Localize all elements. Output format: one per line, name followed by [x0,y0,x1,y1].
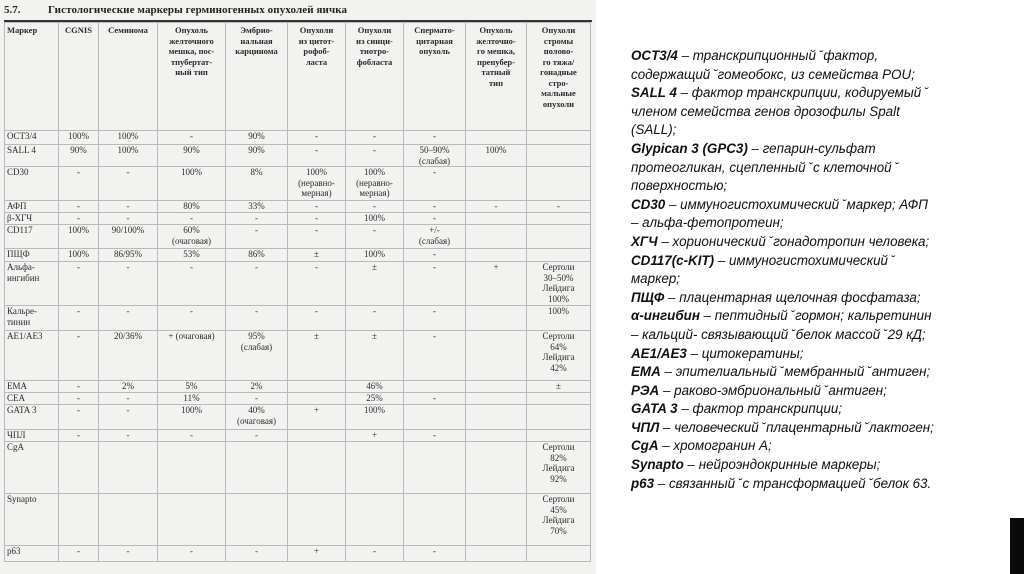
table-cell: - [99,306,158,331]
table-cell [466,494,527,546]
legend-text: – иммуногистохимический ̆ [714,252,892,268]
table-cell: - [59,393,99,405]
table-cell [466,249,527,262]
marker-name-cell: ЧПЛ [5,430,59,442]
legend-line [631,140,1006,159]
table-cell: 11% [158,393,226,405]
legend-text: – раково-эмбриональный ̆ антиген; [659,382,887,398]
column-header: Опухоли из цитот- рофоб- ласта [288,23,346,131]
legend-line [631,345,1006,364]
table-row [5,405,591,430]
table-cell [99,442,158,494]
table-header [4,2,592,20]
table-cell: 95% (слабая) [226,331,288,381]
table-cell: - [99,546,158,562]
legend-term: SALL 4 [631,85,677,101]
marker-name-cell: CD30 [5,167,59,201]
abbreviations-legend [631,47,1006,493]
table-cell: 25% [346,393,404,405]
legend-term: α-ингибин [631,308,700,324]
table-cell: - [99,167,158,201]
table-cell: - [346,145,404,167]
legend-text: – транскрипционный ̆ фактор, [677,48,879,63]
legend-text: – связанный ̆ с трансформацией ̆ белок 63. [654,475,932,491]
legend-term: CgA [631,438,659,454]
table-cell [288,430,346,442]
column-header: Сперматo- цитарная опухоль [404,23,466,131]
table-cell: + [288,546,346,562]
legend-line [631,382,1006,401]
table-cell: 50–90% (слабая) [404,145,466,167]
marker-name-cell: GATA 3 [5,405,59,430]
table-cell [466,393,527,405]
table-cell [527,167,591,201]
table-cell [466,331,527,381]
legend-line [631,196,1006,215]
table-cell: - [59,213,99,225]
legend-text: членом семейства генов дрозофилы Spalt [631,103,900,119]
table-cell: - [59,306,99,331]
table-cell [158,494,226,546]
table-cell: ± [527,381,591,393]
table-row [5,430,591,442]
table-cell: 8% [226,167,288,201]
legend-line [631,177,1006,196]
legend-line [631,66,1006,85]
marker-name-cell: Кальре- тинин [5,306,59,331]
table-cell: - [466,201,527,213]
legend-line [631,289,1006,308]
legend-text: протеогликан, сцепленный ̆ с клеточной ̆ [631,159,896,175]
table-cell: - [346,546,404,562]
table-row [5,225,591,249]
legend-text: – альфа-фетопротеин; [631,215,784,231]
table-cell: - [59,405,99,430]
table-cell: 100% (неравно- мерная) [288,167,346,201]
table-cell: - [226,306,288,331]
column-header: Маркер [5,23,59,131]
table-cell: - [226,393,288,405]
legend-term: OCT3/4 [631,48,678,63]
table-cell [404,405,466,430]
legend-term: ПЩФ [631,289,665,305]
table-cell: Сертоли 45% Лейдига 70% [527,494,591,546]
table-cell: 90% [226,145,288,167]
table-cell: 5% [158,381,226,393]
table-cell: - [59,331,99,381]
legend-text: – нейроэндокринные маркеры; [683,457,881,473]
table-cell: - [99,393,158,405]
table-cell [99,494,158,546]
table-cell: - [404,393,466,405]
table-cell [527,213,591,225]
legend-line [631,252,1006,271]
table-cell [288,381,346,393]
table-cell [466,225,527,249]
column-header: Опухоли из синци- тиотро- фобласта [346,23,404,131]
table-cell [404,494,466,546]
marker-name-cell: AE1/AE3 [5,331,59,381]
table-cell [288,442,346,494]
table-cell: - [527,201,591,213]
table-cell: 53% [158,249,226,262]
column-header: Опухоль желточно- го мешка, препубер- татный тип [466,23,527,131]
legend-text: – человеческий ̆ плацентарный ̆ лактоген; [659,419,934,435]
legend-term: РЭА [631,382,660,398]
table-cell [527,249,591,262]
table-cell [527,405,591,430]
legend-text: (SALL); [631,122,677,138]
table-row [5,381,591,393]
table-cell: Сертоли 30–50% Лейдига 100% [527,262,591,306]
column-header: Семинома [99,23,158,131]
legend-line [631,456,1006,475]
table-cell [158,442,226,494]
table-cell: - [158,306,226,331]
table-header-row [5,23,591,131]
table-cell: - [226,213,288,225]
table-cell: - [158,546,226,562]
legend-term: Synapto [631,457,684,473]
table-cell: - [404,201,466,213]
legend-line [631,214,1006,233]
table-cell [59,442,99,494]
legend-term: CD117(c-KIT) [631,252,715,268]
table-cell: 86/95% [99,249,158,262]
table-cell: Сертоли 64% Лейдига 42% [527,331,591,381]
table-row [5,494,591,546]
table-cell: 100% [158,405,226,430]
column-header: Эмбрио- нальная карцинома [226,23,288,131]
table-cell [466,430,527,442]
table-cell: - [226,225,288,249]
table-cell: 90% [59,145,99,167]
table-cell: - [404,131,466,145]
legend-text: – хорионический ̆ гонадотропин человека; [657,233,930,249]
table-cell [466,546,527,562]
table-cell: - [59,546,99,562]
legend-term: Glypican 3 (GPC3) [631,140,748,156]
table-cell: +/- (слабая) [404,225,466,249]
table-cell: - [404,331,466,381]
table-cell: - [346,306,404,331]
table-cell: 46% [346,381,404,393]
table-cell [288,393,346,405]
table-row [5,249,591,262]
table-cell [527,546,591,562]
table-row [5,306,591,331]
table-cell: 100% [59,131,99,145]
table-cell: - [404,213,466,225]
table-cell: - [288,131,346,145]
table-cell: - [226,262,288,306]
column-header: Опухоли стромы полово- го тяжа/ гонадные стро- мальные опухоли [527,23,591,131]
table-cell: - [158,213,226,225]
table-cell [527,131,591,145]
legend-term: AE1/AE3 [631,345,687,361]
marker-name-cell: CgA [5,442,59,494]
table-cell: - [226,430,288,442]
table-row [5,167,591,201]
table-cell [527,430,591,442]
legend-text: маркер; [631,271,681,287]
table-cell: - [288,145,346,167]
legend-text: – иммуногистохимический ̆ маркер; АФП [665,196,928,212]
legend-text: – плацентарная щелочная фосфатаза; [664,289,921,305]
table-cell: 90/100% [99,225,158,249]
table-cell: - [99,430,158,442]
table-cell: 100% [346,213,404,225]
table-cell [466,381,527,393]
legend-text: – гепарин-сульфат [747,140,876,156]
marker-name-cell: Synapto [5,494,59,546]
marker-name-cell: β-ХГЧ [5,213,59,225]
table-cell: 90% [158,145,226,167]
markers-table [4,22,591,562]
table-row [5,393,591,405]
legend-text: – пептидный ̆ гормон; кальретинин [699,308,932,324]
table-cell: 2% [226,381,288,393]
table-cell: - [288,306,346,331]
table-cell: ± [288,331,346,381]
table-cell: 100% (неравно- мерная) [346,167,404,201]
marker-name-cell: CD117 [5,225,59,249]
table-cell: - [404,249,466,262]
table-cell: - [158,430,226,442]
legend-line [631,270,1006,289]
table-cell [346,442,404,494]
table-cell: ± [288,249,346,262]
table-cell: ± [346,331,404,381]
table-cell: - [226,546,288,562]
legend-text: – цитокератины; [686,345,804,361]
legend-term: ЧПЛ [631,419,660,435]
table-cell: 100% [466,145,527,167]
legend-text: поверхностью; [631,178,728,194]
table-cell: - [404,546,466,562]
table-cell: 100% [158,167,226,201]
table-row [5,331,591,381]
table-cell: - [59,262,99,306]
marker-name-cell: OCT3/4 [5,131,59,145]
table-cell: 80% [158,201,226,213]
table-cell: 20/36% [99,331,158,381]
table-cell: - [288,201,346,213]
table-cell: 100% [527,306,591,331]
table-cell [466,213,527,225]
table-row [5,442,591,494]
table-cell [59,494,99,546]
table-cell: - [288,213,346,225]
marker-name-cell: Альфа- ингибин [5,262,59,306]
column-header: Опухоль желточного мешка, пос- тпубертат- ный тип [158,23,226,131]
table-cell [466,131,527,145]
legend-text: – фактор транскрипции, кодируемый ̆ [676,85,925,101]
table-cell: 60% (очаговая) [158,225,226,249]
table-cell: 33% [226,201,288,213]
table-cell [466,405,527,430]
table-row [5,131,591,145]
table-cell [404,381,466,393]
table-row [5,201,591,213]
table-cell: - [99,262,158,306]
legend-line [631,400,1006,419]
table-cell: 90% [226,131,288,145]
table-cell [527,393,591,405]
table-cell: - [404,430,466,442]
marker-name-cell: CEA [5,393,59,405]
table-cell: + (очаговая) [158,331,226,381]
table-cell [226,442,288,494]
table-cell: - [59,201,99,213]
legend-line [631,84,1006,103]
table-body [5,131,591,562]
table-cell: - [346,225,404,249]
legend-line [631,47,1006,66]
table-cell: - [346,131,404,145]
table-cell: 86% [226,249,288,262]
table-cell [466,442,527,494]
table-cell [466,306,527,331]
table-cell: - [288,262,346,306]
table-cell: - [346,201,404,213]
legend-line [631,307,1006,326]
table-row [5,145,591,167]
marker-name-cell: EMA [5,381,59,393]
table-cell: Сертоли 82% Лейдига 92% [527,442,591,494]
legend-text: – кальций- связывающий ̆ белок массой ̆ 29 кД; [631,326,926,342]
marker-name-cell: АФП [5,201,59,213]
table-cell [346,494,404,546]
table-cell: - [59,381,99,393]
legend-text: – фактор транскрипции; [677,401,843,417]
table-cell: - [158,262,226,306]
table-cell: + [288,405,346,430]
table-cell: - [59,430,99,442]
table-cell [404,442,466,494]
table-cell: - [59,167,99,201]
legend-line [631,121,1006,140]
table-cell: 100% [59,225,99,249]
legend-term: EMA [631,364,661,380]
legend-line [631,326,1006,345]
table-cell: 100% [346,249,404,262]
table-cell: 100% [99,131,158,145]
legend-line [631,363,1006,382]
table-cell: + [466,262,527,306]
legend-text: – эпителиальный ̆ мембранный ̆ антиген; [660,364,931,380]
legend-term: p63 [631,475,655,491]
table-title: Гистологические маркеры герминогенных опухолей яичка [48,4,348,16]
table-cell: 100% [99,145,158,167]
table-cell: - [99,405,158,430]
legend-text: содержащий ̆ гомеобокс, из семейства POU; [631,66,915,82]
table-cell: - [288,225,346,249]
table-cell: - [404,306,466,331]
table-cell: 40% (очаговая) [226,405,288,430]
legend-term: ХГЧ [631,233,658,249]
legend-line [631,419,1006,438]
marker-name-cell: SALL 4 [5,145,59,167]
table-cell [226,494,288,546]
table-cell: 100% [59,249,99,262]
legend-term: CD30 [631,196,666,212]
table-cell: - [99,201,158,213]
table-cell: 2% [99,381,158,393]
table-cell [527,145,591,167]
legend-term: GATA 3 [631,401,678,417]
table-cell: - [404,167,466,201]
legend-text: – хромогранин А; [658,438,772,454]
marker-name-cell: ПЩФ [5,249,59,262]
table-row [5,546,591,562]
table-cell: - [158,131,226,145]
table-number: 5.7. [4,4,21,16]
legend-line [631,475,1006,494]
legend-line [631,437,1006,456]
table-cell: - [99,213,158,225]
legend-line [631,159,1006,178]
dark-edge-artifact [1010,518,1024,574]
table-cell: ± [346,262,404,306]
table-cell: 100% [346,405,404,430]
table-cell: + [346,430,404,442]
marker-name-cell: p63 [5,546,59,562]
column-header: CGNIS [59,23,99,131]
table-cell [527,225,591,249]
table-cell [466,167,527,201]
table-row [5,262,591,306]
table-cell [288,494,346,546]
legend-line [631,103,1006,122]
table-row [5,213,591,225]
legend-line [631,233,1006,252]
table-cell: - [404,262,466,306]
